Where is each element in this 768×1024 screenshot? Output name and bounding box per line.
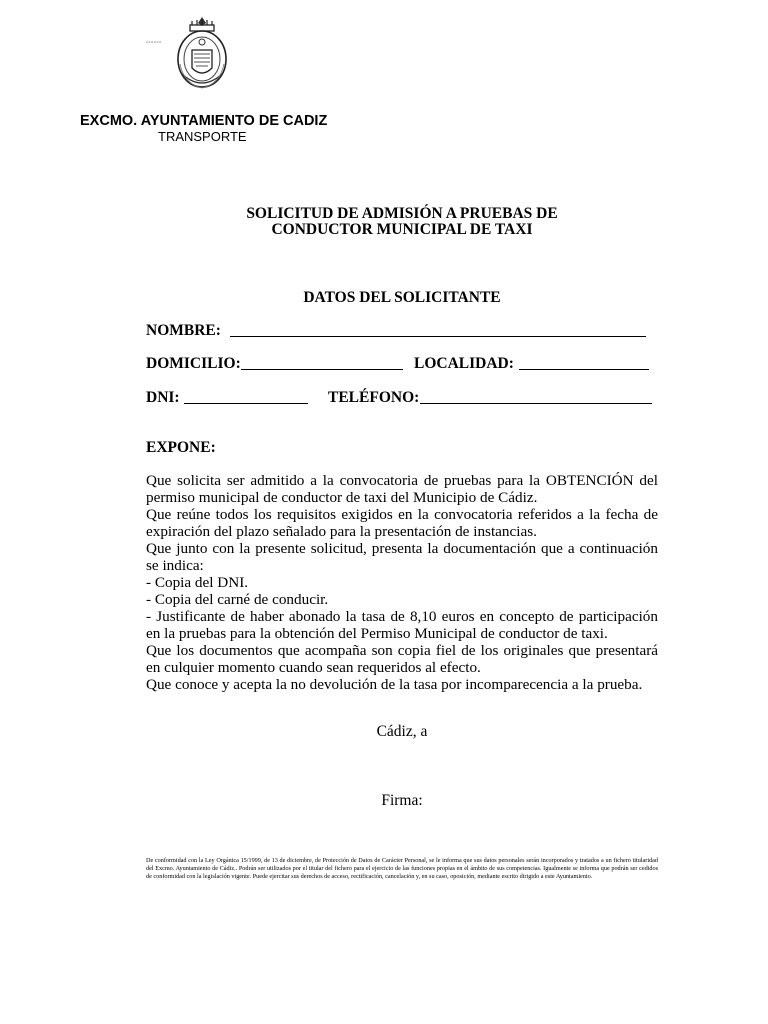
dni-label: DNI:: [146, 389, 180, 406]
signature-area[interactable]: [330, 810, 474, 840]
signature-label: Firma:: [381, 792, 423, 809]
expone-paragraph: Que reúne todos los requisitos exigidos en la convocatoria referidos a la fecha de expiración del plazo señalado para la presentación de instancias.: [146, 506, 658, 540]
expone-list-item: - Copia del DNI.: [146, 574, 249, 591]
expone-paragraph: Que junto con la presente solicitud, presenta la documentación que a continuación se indica:: [146, 540, 658, 574]
expone-paragraph: Que conoce y acepta la no devolución de la tasa por incomparecencia a la prueba.: [146, 676, 643, 693]
telefono-field[interactable]: [420, 389, 652, 404]
expone-paragraph: Que los documentos que acompaña son copia fiel de los originales que presentará en culquier momento cuando sean requeridos al efecto.: [146, 642, 658, 676]
domicilio-label: DOMICILIO:: [146, 355, 241, 372]
domicilio-field[interactable]: [241, 355, 403, 370]
section-title: DATOS DEL SOLICITANTE: [303, 289, 501, 306]
city-coat-of-arms-icon: [172, 14, 232, 96]
localidad-field[interactable]: [519, 355, 649, 370]
department-name: TRANSPORTE: [158, 129, 247, 144]
telefono-label: TELÉFONO:: [328, 389, 420, 406]
dni-field[interactable]: [184, 389, 308, 404]
expone-paragraph: Que solicita ser admitido a la convocatoria de pruebas para la OBTENCIÓN del permiso municipal de conductor de taxi del Municipio de Cádiz.: [146, 472, 658, 506]
legal-notice: De conformidad con la Ley Orgánica 15/1999, de 13 de diciembre, de Protección de Datos de Carácter Personal, se le informa que sus datos personales serán incorporados y tratados a un fichero titularidad del Excmo. Ayuntamiento de Cádiz.. Podrán ser utilizados por el titular del fichero para el ejercicio de las funciones propias en el ámbito de sus competencias. Igualmente se informa que podrán ser cedidos de conformidad con la legislación vigente. Puede ejercitar sus derechos de acceso, rectificación, cancelación y, en su caso, oposición, mediante escrito dirigido a este Ayuntamiento.: [146, 857, 658, 880]
expone-list-item: - Copia del carné de conducir.: [146, 591, 329, 608]
expone-body: [146, 472, 658, 693]
expone-list-item: - Justificante de haber abonado la tasa de 8,10 euros en concepto de participación en la pruebas para la obtención del Permiso Municipal de conductor de taxi.: [146, 608, 658, 642]
nombre-label: NOMBRE:: [146, 322, 221, 339]
document-title-line2: CONDUCTOR MUNICIPAL DE TAXI: [271, 221, 533, 238]
document-title-line1: SOLICITUD DE ADMISIÓN A PRUEBAS DE: [246, 205, 558, 222]
nombre-field[interactable]: [230, 322, 646, 337]
expone-label: EXPONE:: [146, 439, 216, 456]
localidad-label: LOCALIDAD:: [414, 355, 514, 372]
organization-name: EXCMO. AYUNTAMIENTO DE CADIZ: [80, 113, 328, 129]
seal-caption: ▫▫▫▫▫▫: [146, 40, 162, 46]
place-date: Cádiz, a: [376, 723, 428, 740]
